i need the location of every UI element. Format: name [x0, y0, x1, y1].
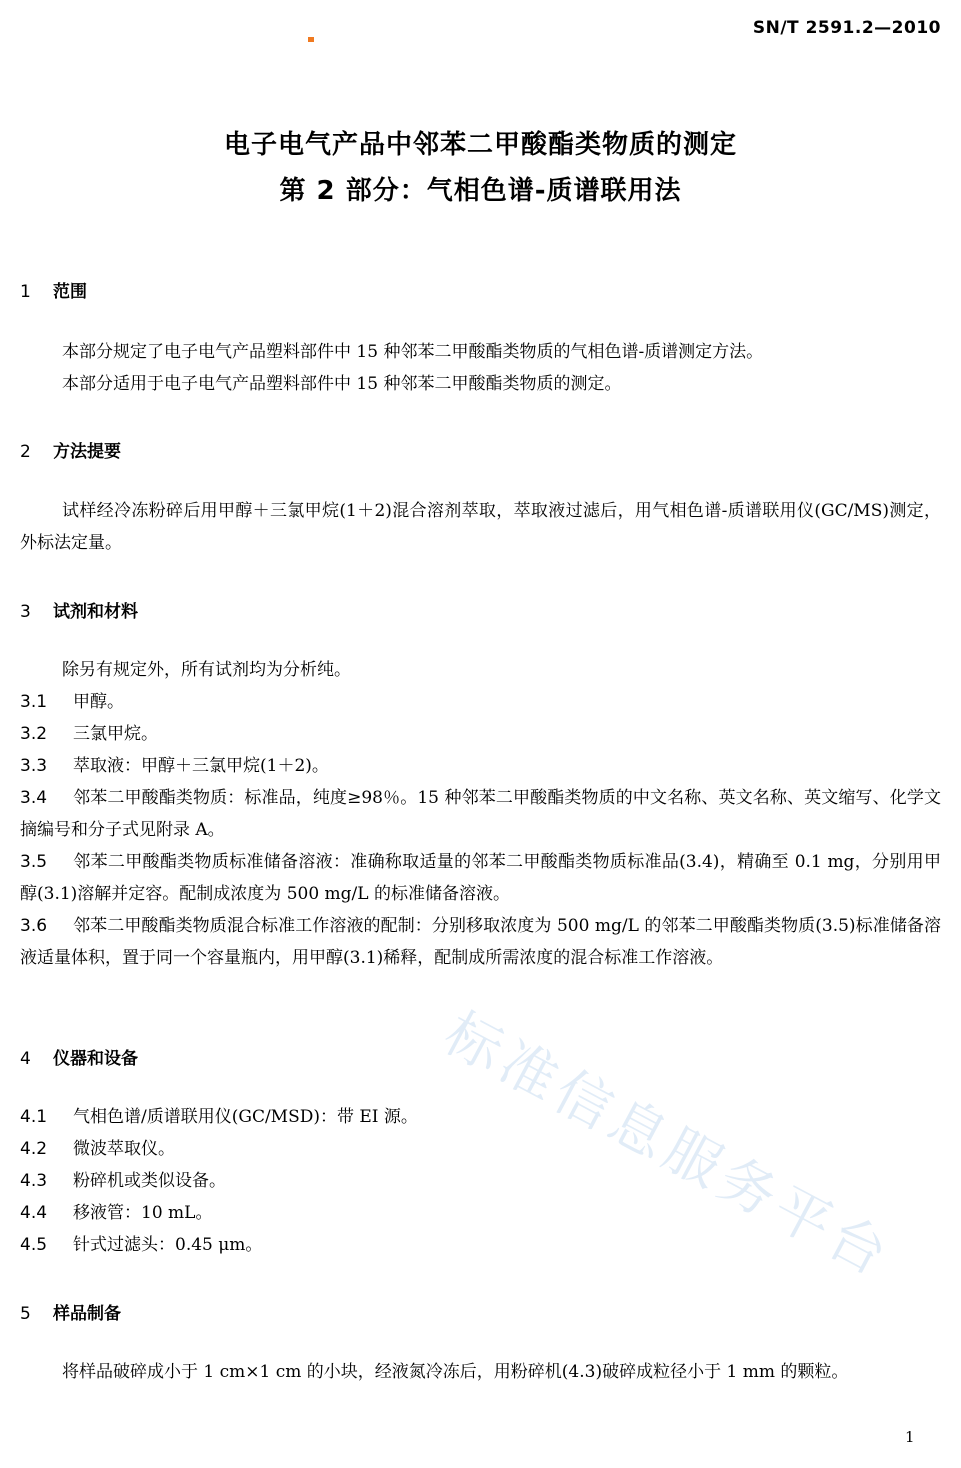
item-text: 三氯甲烷。 [73, 724, 158, 744]
item-text: 气相色谱/质谱联用仪(GC/MSD)：带 EI 源。 [73, 1107, 418, 1127]
section-number: 2 [20, 442, 31, 462]
list-item [20, 1133, 941, 1165]
item-number: 4.2 [20, 1139, 48, 1159]
list-item [20, 782, 941, 846]
item-number: 4.4 [20, 1203, 48, 1223]
section-5-paragraph-1: 将样品破碎成小于 1 cm×1 cm 的小块，经液氮冷冻后，用粉碎机(4.3)破碎成粒径小于 1 mm 的颗粒。 [62, 1362, 849, 1382]
section-number: 1 [20, 282, 31, 302]
document-subtitle: 第 2 部分：气相色谱-质谱联用法 [279, 176, 682, 206]
orange-mark [308, 37, 314, 42]
section-2-paragraph-1: 试样经冷冻粉碎后用甲醇＋三氯甲烷(1＋2)混合溶剂萃取，萃取液过滤后，用气相色谱-质谱联用仪(GC/MS)测定，外标法定量。 [20, 501, 941, 553]
item-text: 邻苯二甲酸酯类物质标准储备溶液：准确称取适量的邻苯二甲酸酯类物质标准品(3.4)，精确至 0.1 mg，分别用甲醇(3.1)溶解并定容。配制成浓度为 500 mg/L 的标准储备溶液。 [20, 852, 941, 904]
section-number: 4 [20, 1049, 31, 1069]
section-3-heading [20, 597, 138, 622]
item-text: 萃取液：甲醇＋三氯甲烷(1＋2)。 [73, 756, 329, 776]
item-number: 3.5 [20, 852, 48, 872]
item-number: 3.3 [20, 756, 48, 776]
section-1-paragraph-1: 本部分规定了电子电气产品塑料部件中 15 种邻苯二甲酸酯类物质的气相色谱-质谱测定方法。 [62, 342, 764, 362]
item-number: 4.1 [20, 1107, 48, 1127]
item-text: 移液管：10 mL。 [73, 1203, 213, 1223]
section-3-paragraph-1: 除另有规定外，所有试剂均为分析纯。 [62, 660, 351, 680]
section-5-heading [20, 1299, 121, 1324]
section-4-heading [20, 1044, 138, 1069]
document-title: 电子电气产品中邻苯二甲酸酯类物质的测定 [223, 130, 737, 160]
item-text: 粉碎机或类似设备。 [73, 1171, 226, 1191]
item-text: 微波萃取仪。 [73, 1139, 175, 1159]
section-title: 范围 [53, 282, 87, 302]
item-number: 3.2 [20, 724, 48, 744]
item-text: 甲醇。 [73, 692, 124, 712]
item-number: 3.6 [20, 916, 48, 936]
item-number: 3.4 [20, 788, 48, 808]
section-1-heading [20, 277, 87, 302]
section-title: 方法提要 [53, 442, 121, 462]
item-number: 4.5 [20, 1235, 48, 1255]
list-item [20, 1165, 941, 1197]
list-item [20, 718, 941, 750]
list-item [20, 846, 941, 910]
section-number: 3 [20, 602, 31, 622]
item-number: 4.3 [20, 1171, 48, 1191]
item-number: 3.1 [20, 692, 48, 712]
list-item [20, 1229, 941, 1261]
list-item [20, 750, 941, 782]
item-text: 邻苯二甲酸酯类物质：标准品，纯度≥98％。15 种邻苯二甲酸酯类物质的中文名称、英文名称、英文缩写、化学文摘编号和分子式见附录 A。 [20, 788, 941, 840]
section-title: 仪器和设备 [53, 1049, 138, 1069]
item-text: 针式过滤头：0.45 μm。 [73, 1235, 263, 1255]
section-title: 样品制备 [53, 1304, 121, 1324]
section-2-heading [20, 437, 121, 462]
section-title: 试剂和材料 [53, 602, 138, 622]
section-number: 5 [20, 1304, 31, 1324]
page-number: 1 [905, 1428, 915, 1446]
list-item [20, 1101, 941, 1133]
item-text: 邻苯二甲酸酯类物质混合标准工作溶液的配制：分别移取浓度为 500 mg/L 的邻苯二甲酸酯类物质(3.5)标准储备溶液适量体积，置于同一个容量瓶内，用甲醇(3.1)稀释，配制成所需浓度的混合标准工作溶液。 [20, 916, 941, 968]
list-item [20, 910, 941, 974]
section-1-paragraph-2: 本部分适用于电子电气产品塑料部件中 15 种邻苯二甲酸酯类物质的测定。 [62, 374, 622, 394]
list-item [20, 1197, 941, 1229]
watermark: 标准信息服务平台 [433, 1000, 903, 1291]
list-item [20, 686, 941, 718]
standard-code: SN/T 2591.2—2010 [752, 18, 941, 38]
